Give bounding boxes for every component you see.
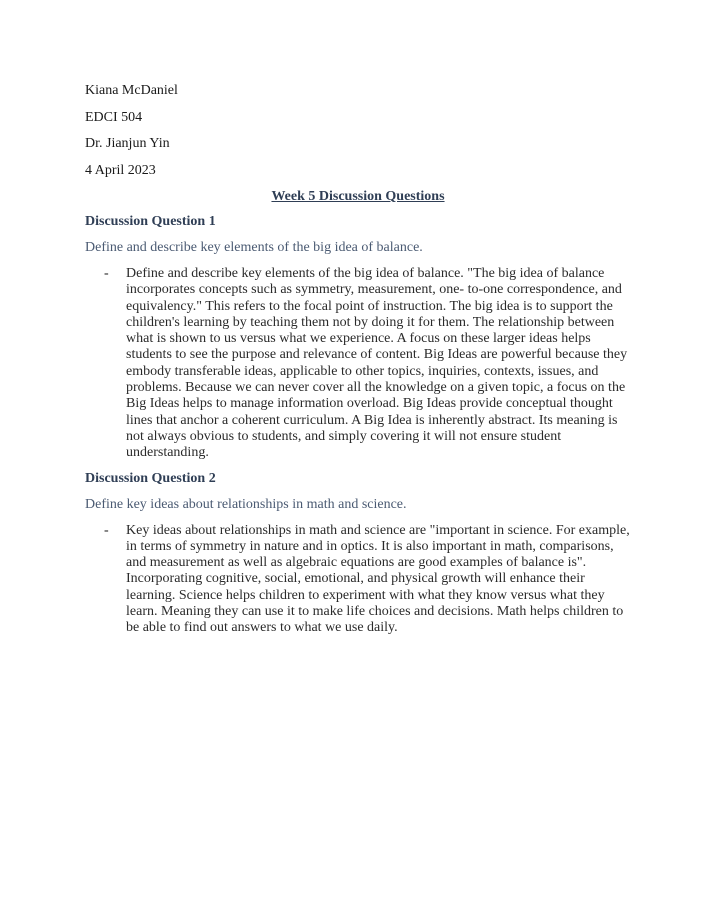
student-name: Kiana McDaniel [85,83,178,98]
answer-text: Define and describe key elements of the big idea of balance. "The big idea of balance incorporates concepts such as symmetry, measurement, one- to-one correspondence, and equivalency." This refers to the focal point of instruction. The big idea is to support the children's learning by teaching them not by doing it for them. The relationship between what is shown to us versus what we experience. A focus on these larger ideas helps students to see the purpose and relevance of content. Big Ideas are powerful because they embody transferable ideas, applicable to other topics, inquiries, contexts, issues, and problems. Because we can never cover all the knowledge on a given topic, a focus on the Big Ideas helps to manage information overload. Big Ideas provide conceptual thought lines that anchor a coherent curriculum. A Big Idea is inherently abstract. Its meaning is not always obvious to students, and simply covering it will not ensure student understanding. [126,266,628,461]
answer-list-item [85,523,631,637]
answer-text: Key ideas about relationships in math and science are "important in science. For example, in terms of symmetry in nature and in optics. It is also important in math, comparisons, and measurement as well as algebraic equations are good examples of balance is". Incorporating cognitive, social, emotional, and physical growth will enhance their learning. Science helps children to experiment with what they know versus what they learn. Meaning they can use it to make life choices and decisions. Math helps children to be able to find out answers to what we use daily. [126,522,630,636]
dash-bullet: - [104,266,109,281]
question-heading: Discussion Question 2 [85,470,216,486]
question-prompt: Define and describe key elements of the big idea of balance. [85,240,423,255]
question-section-1 [85,213,631,462]
document-title: Week 5 Discussion Questions [271,189,445,204]
question-prompt: Define key ideas about relationships in math and science. [85,496,407,512]
document-body [85,82,631,645]
answer-list-item [85,266,631,462]
submission-date: 4 April 2023 [85,162,156,178]
dash-bullet: - [104,522,109,538]
instructor-name: Dr. Jianjun Yin [85,136,170,151]
question-heading: Discussion Question 1 [85,214,216,229]
course-code: EDCI 504 [85,109,143,125]
question-section-2 [85,470,631,637]
